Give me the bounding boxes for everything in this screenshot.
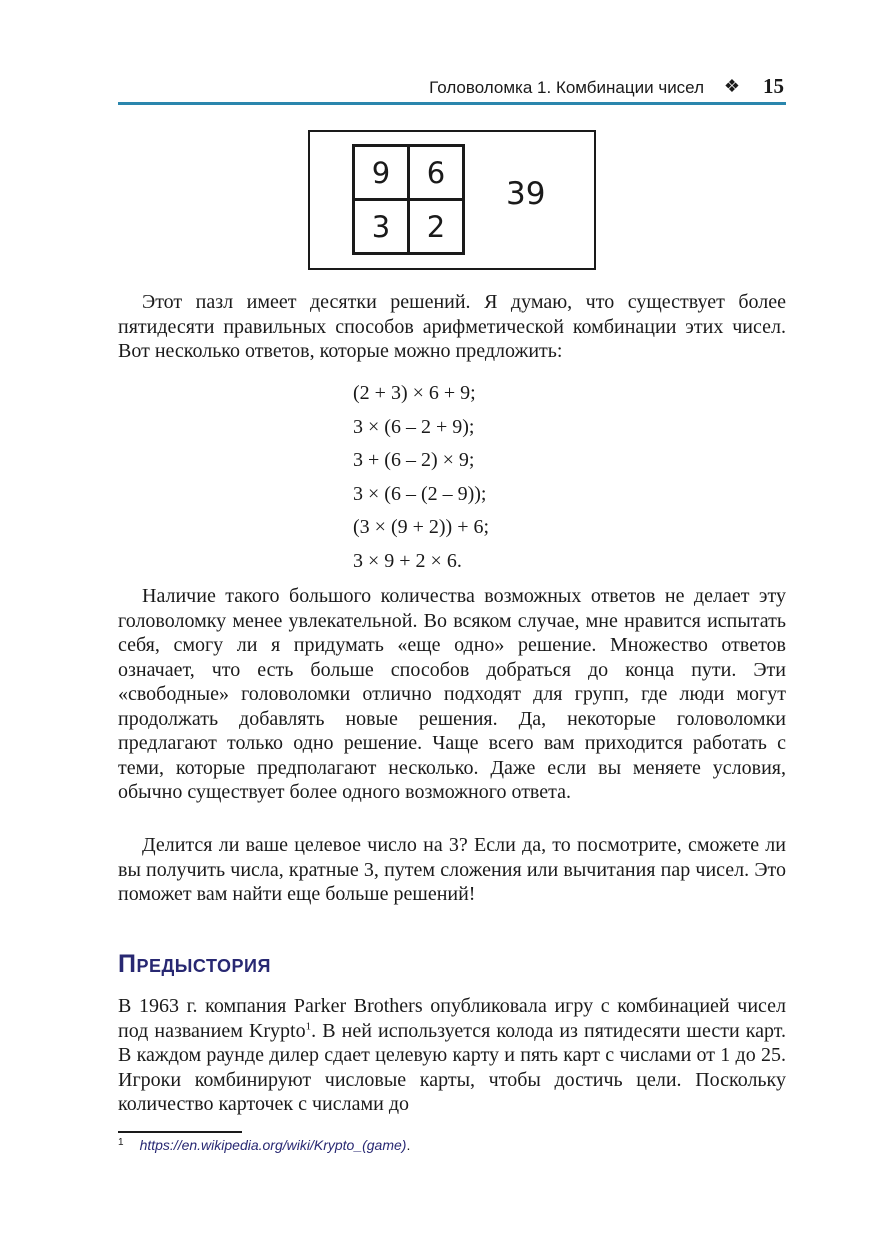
number-grid <box>352 144 466 256</box>
solution-item: 3 × (6 – 2 + 9); <box>353 415 475 438</box>
footnote-period: . <box>406 1137 411 1153</box>
page-number: 15 <box>763 74 784 98</box>
grid-cell: 3 <box>352 198 410 255</box>
solution-item: 3 × 9 + 2 × 6. <box>353 549 462 572</box>
history-text-cont: . В ней используется колода из пятидесяти шести карт. В каждом раунде дилер сдает целевую карту и пять карт с числами от 1 до 25. Игроки комбинируют числовые карты, чтобы достичь цели. Поскольку количество карточек с числами до <box>118 1019 786 1115</box>
target-number: 39 <box>506 176 546 212</box>
paragraph-many-answers: Наличие такого большого количества возможных ответов не делает эту головоломку менее увлекательной. Во всяком случае, мне нравится испытать себя, смогу ли я придумать «еще одно» решение. Множество ответов означает, что есть больше способов добраться до конца пути. Эти «свободные» головоломки отлично подходят для групп, где люди могут продолжать добавлять новые решения. Да, некоторые головоломки предлагают только одно решение. Чаще всего вам приходится работать с теми, которые предполагают несколько. Даже если вы меняете условия, обычно существует более одного возможного ответа. <box>118 585 786 803</box>
grid-cell: 2 <box>407 198 465 255</box>
footnote <box>118 1137 410 1153</box>
puzzle-figure <box>308 130 596 270</box>
footnote-divider <box>118 1131 242 1133</box>
paragraph-intro: Этот пазл имеет десятки решений. Я думаю, что существует более пятидесяти правильных способов арифметической комбинации этих чисел. Вот несколько ответов, которые можно предложить: <box>118 291 786 362</box>
grid-cell: 6 <box>407 144 465 201</box>
paragraph-divisibility: Делится ли ваше целевое число на 3? Если да, то посмотрите, сможете ли вы получить числа, кратные 3, путем сложения или вычитания пар чисел. Это поможет вам найти еще больше решений! <box>118 834 786 905</box>
solution-item: 3 + (6 – 2) × 9; <box>353 449 475 471</box>
footnote-ref[interactable]: 1 <box>305 1019 312 1032</box>
section-heading: Предыстория <box>118 950 271 978</box>
footnote-mark: 1 <box>118 1137 124 1148</box>
running-header <box>118 72 786 105</box>
chapter-title: Головоломка 1. Комбинации чисел <box>429 78 704 97</box>
solutions-list <box>353 377 489 578</box>
history-text: В 1963 г. компания Parker Brothers опубликовала игру с комбинацией чисел под названием Krypto <box>118 995 786 1042</box>
solution-item: (2 + 3) × 6 + 9; <box>353 382 476 404</box>
paragraph-history <box>118 994 786 1117</box>
solution-item: 3 × (6 – (2 – 9)); <box>353 482 487 505</box>
grid-cell: 9 <box>352 144 410 201</box>
solution-item: (3 × (9 + 2)) + 6; <box>353 516 490 538</box>
ornament-icon: ❖ <box>723 76 740 96</box>
footnote-link[interactable]: https://en.wikipedia.org/wiki/Krypto_(game) <box>139 1137 407 1153</box>
